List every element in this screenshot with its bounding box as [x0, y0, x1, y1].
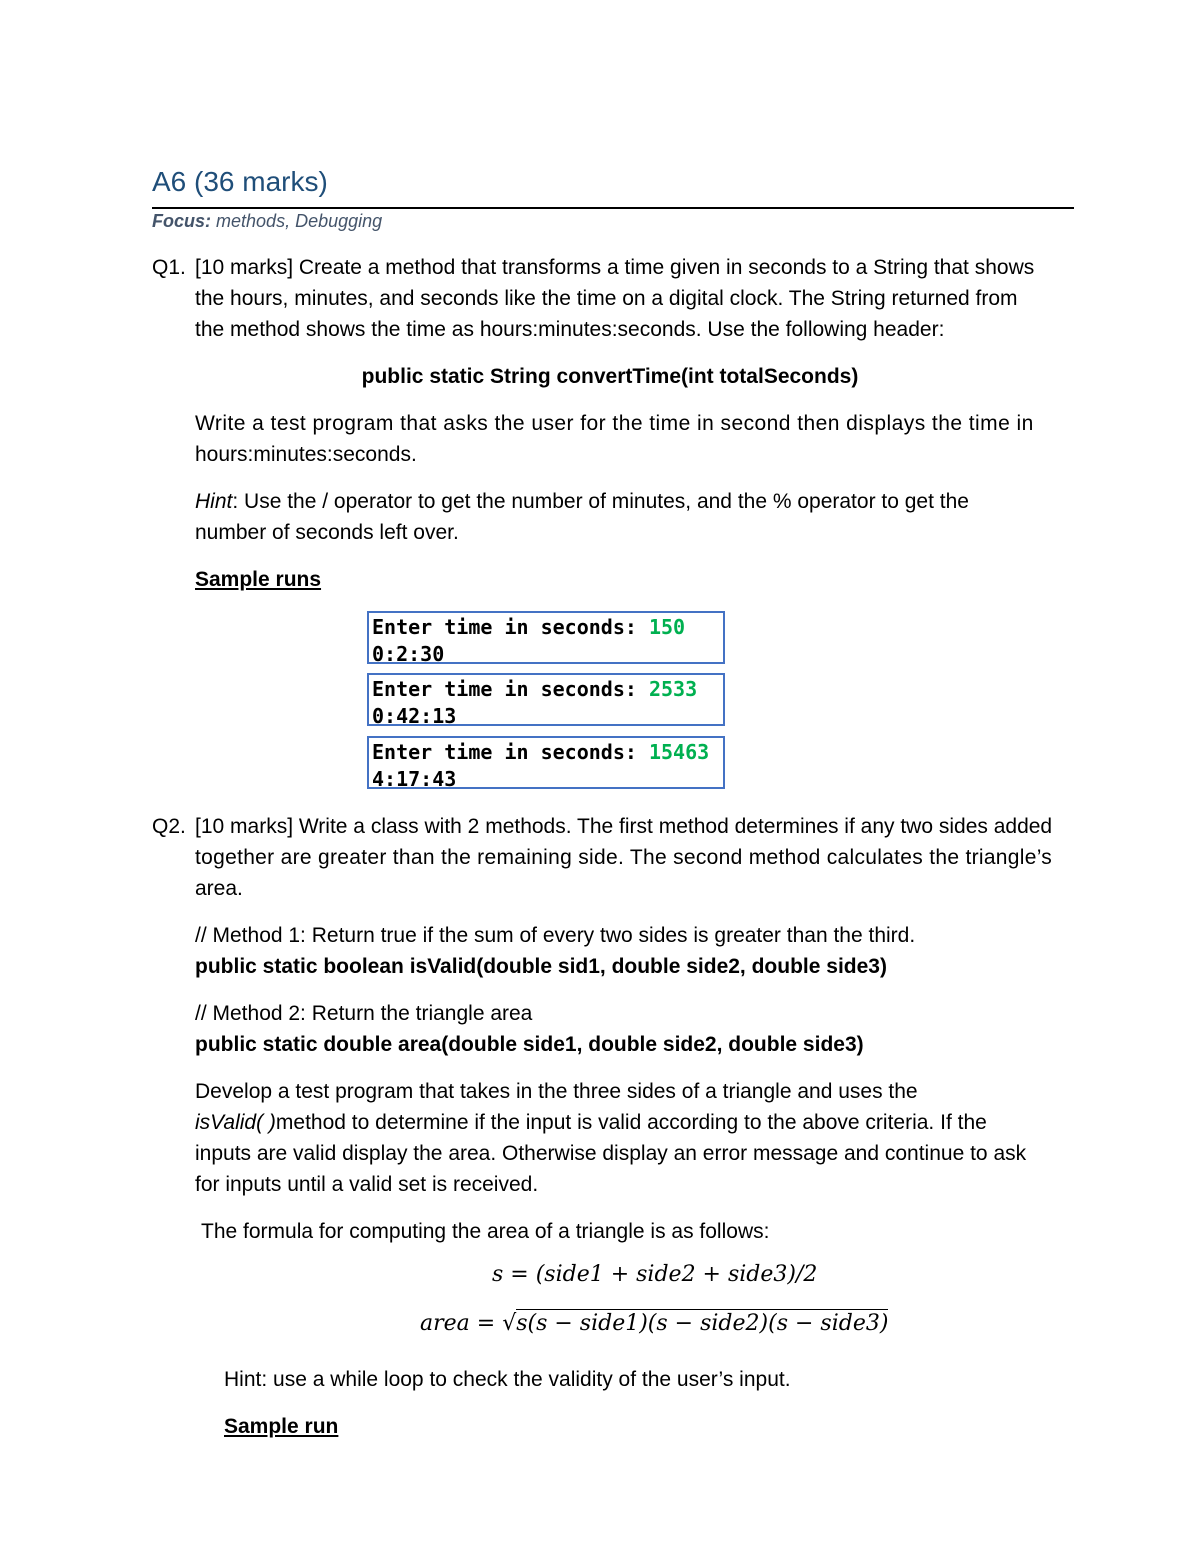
formula-area-lhs: area = √ — [420, 1311, 517, 1336]
develop-line-2 — [195, 1107, 987, 1138]
develop-line-2-rest: method to determine if the input is valid according to the above criteria. If the — [275, 1111, 987, 1134]
focus-text: methods, Debugging — [216, 211, 383, 231]
develop-line-3: inputs are valid display the area. Otherwise display an error message and continue to ask — [195, 1142, 1027, 1165]
formula-area — [420, 1309, 888, 1336]
sample-run-2-prompt-line — [372, 676, 720, 703]
page-title: A6 (36 marks) — [152, 166, 328, 197]
develop-line-4: for inputs until a valid set is received. — [195, 1173, 539, 1196]
sample-run-2-prompt: Enter time in seconds: — [372, 677, 649, 701]
q1-hint-label: Hint — [195, 490, 233, 513]
formula-intro: The formula for computing the area of a triangle is as follows: — [201, 1220, 770, 1243]
sample-run-3-output: 4:17:43 — [372, 767, 457, 791]
q1-method-header: public static String convertTime(int totalSeconds) — [361, 365, 859, 388]
q2-number: Q2. — [152, 815, 186, 838]
method1-comment: // Method 1: Return true if the sum of every two sides is greater than the third. — [195, 924, 916, 947]
sample-run-3-prompt-line — [372, 739, 720, 766]
q2-line-3: area. — [195, 877, 243, 900]
isvalid-reference: isValid( ) — [195, 1111, 276, 1134]
method2-comment: // Method 2: Return the triangle area — [195, 1002, 533, 1025]
q2-line-1: [10 marks] Write a class with 2 methods. The first method determines if any two sides added — [195, 815, 1053, 838]
sample-run-3-input: 15463 — [648, 740, 710, 764]
sample-run-2-input: 2533 — [648, 677, 698, 701]
method1-signature: public static boolean isValid(double sid1, double side2, double side3) — [195, 955, 887, 978]
sample-run-3-prompt: Enter time in seconds: — [372, 740, 649, 764]
sample-run-1-input: 150 — [648, 615, 686, 639]
develop-line-1: Develop a test program that takes in the three sides of a triangle and uses the — [195, 1080, 918, 1103]
q1-hint-line-1 — [195, 486, 969, 517]
focus-label: Focus: — [152, 211, 212, 231]
q1-line-2: the hours, minutes, and seconds like the time on a digital clock. The String returned from — [195, 287, 1018, 310]
sample-run-1-prompt-line — [372, 614, 720, 641]
q1-hint-line-2: number of seconds left over. — [195, 521, 459, 544]
sample-run-1 — [367, 611, 725, 664]
q1-sample-heading: Sample runs — [195, 568, 322, 591]
q2-sample-heading: Sample run — [224, 1415, 339, 1438]
q2-line-2: together are greater than the remaining side. The second method calculates the triangle’s — [195, 846, 1053, 869]
title-divider — [152, 207, 1074, 209]
formula-area-radicand: s(s − side1)(s − side2)(s − side3) — [516, 1311, 889, 1336]
sample-run-1-output: 0:2:30 — [372, 642, 445, 666]
sample-run-2 — [367, 673, 725, 726]
sample-run-1-prompt: Enter time in seconds: — [372, 615, 649, 639]
formula-semiperimeter: s = (side1 + side2 + side3)/2 — [492, 1262, 818, 1287]
q1-number: Q1. — [152, 256, 186, 279]
method2-signature: public static double area(double side1, double side2, double side3) — [195, 1033, 864, 1056]
sample-run-2-output: 0:42:13 — [372, 704, 457, 728]
q1-line-3: the method shows the time as hours:minutes:seconds. Use the following header: — [195, 318, 945, 341]
q1-line-1: [10 marks] Create a method that transforms a time given in seconds to a String that shows — [195, 256, 1035, 279]
q1-test-line-1: Write a test program that asks the user for the time in second then displays the time in — [195, 412, 1034, 435]
focus-line — [152, 211, 382, 232]
q2-hint: Hint: use a while loop to check the validity of the user’s input. — [224, 1368, 791, 1391]
q1-hint-text: : Use the / operator to get the number of minutes, and the % operator to get the — [232, 490, 969, 513]
sample-run-3 — [367, 736, 725, 789]
q1-test-line-2: hours:minutes:seconds. — [195, 443, 417, 466]
